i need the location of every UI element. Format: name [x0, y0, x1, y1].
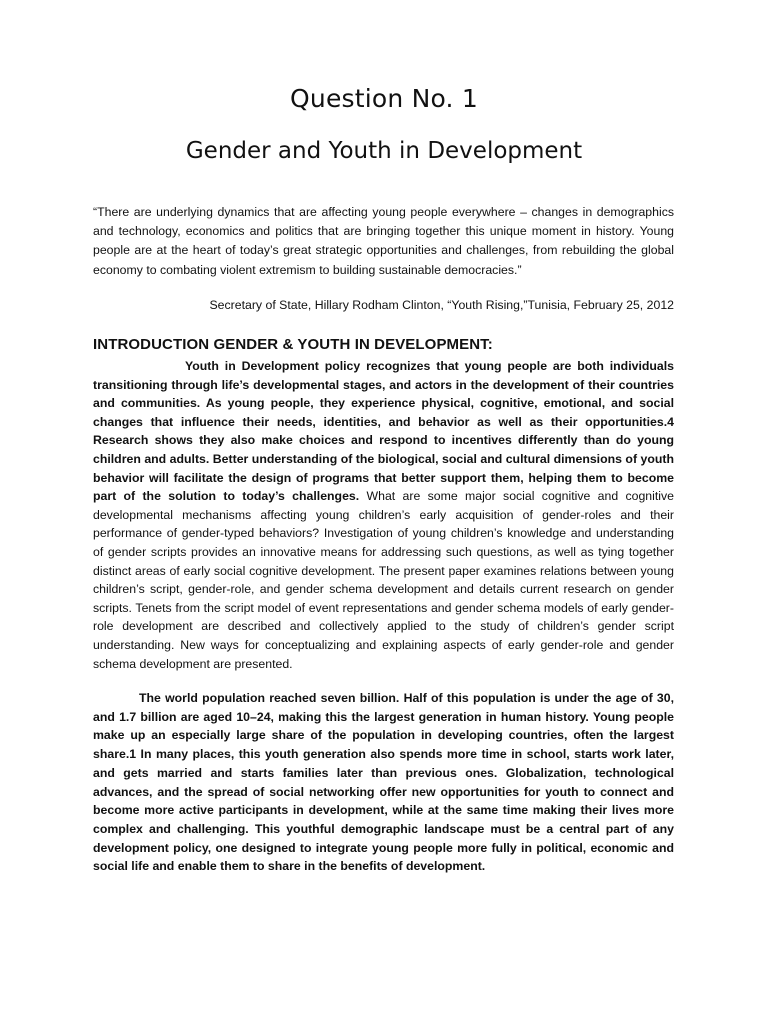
population-paragraph-text: The world population reached seven billion. Half of this population is under the age of 30, and 1.7 billion are aged 10–24, making this the largest generation in human history. Young people make up an especially large share of the population in developing countries, often the largest share.1 In many places, this youth generation also spends more time in school, starts work later, and gets married and starts families later than previous ones. Globalization, technological advances, and the spread of social networking offer new opportunities for youth to connect and become more active participants in development, while at the same time making their lives more complex and challenging. This youthful demographic landscape must be a central part of any development policy, one designed to integrate young people more fully in political, economic and social life and enable them to share in the benefits of development.	[93, 691, 674, 874]
intro-paragraph	[93, 357, 674, 673]
page-subtitle: Gender and Youth in Development	[185, 138, 583, 164]
page-title: Question No. 1	[290, 84, 478, 113]
population-paragraph	[93, 689, 674, 876]
intro-paragraph-text: What are some major social cognitive and cognitive developmental mechanisms affecting young children’s early acquisition of gender-roles and their performance of gender-typed behaviors? Investigation of young children’s knowledge and understanding of gender scripts provides an innovative means for addressing such questions, as well as tying together distinct areas of early social cognitive development. The present paper examines relations between young children’s script, gender-role, and gender schema development and details current research on gender scripts. Tenets from the script model of event representations and gender schema models of early gender-role development are described and collectively applied to the study of children’s gender script understanding. New ways for conceptualizing and explaining aspects of early gender-role and gender schema development are presented.	[93, 489, 675, 671]
quote-attribution: Secretary of State, Hillary Rodham Clinton, “Youth Rising,”Tunisia, February 25, 2012	[209, 298, 674, 312]
section-heading: INTRODUCTION GENDER & YOUTH IN DEVELOPMENT:	[93, 336, 493, 353]
intro-paragraph-bold-text: Youth in Development policy recognizes that young people are both individuals transitioning through life’s developmental stages, and actors in the development of their countries and communities. As young people, they experience physical, cognitive, emotional, and social changes that influence their needs, identities, and behavior as well as their opportunities.4 Research shows they also make choices and respond to incentives differently than do young children and adults. Better understanding of the biological, social and cultural dimensions of youth behavior will facilitate the design of programs that better support them, helping them to become part of the solution to today’s challenges.	[93, 359, 674, 504]
opening-quote: “There are underlying dynamics that are affecting young people everywhere – changes in demographics and technology, economics and politics that are bringing together this unique moment in history. Young people are at the heart of today’s great strategic opportunities and challenges, from rebuilding the global economy to combating violent extremism to building sustainable democracies.”	[93, 205, 674, 277]
